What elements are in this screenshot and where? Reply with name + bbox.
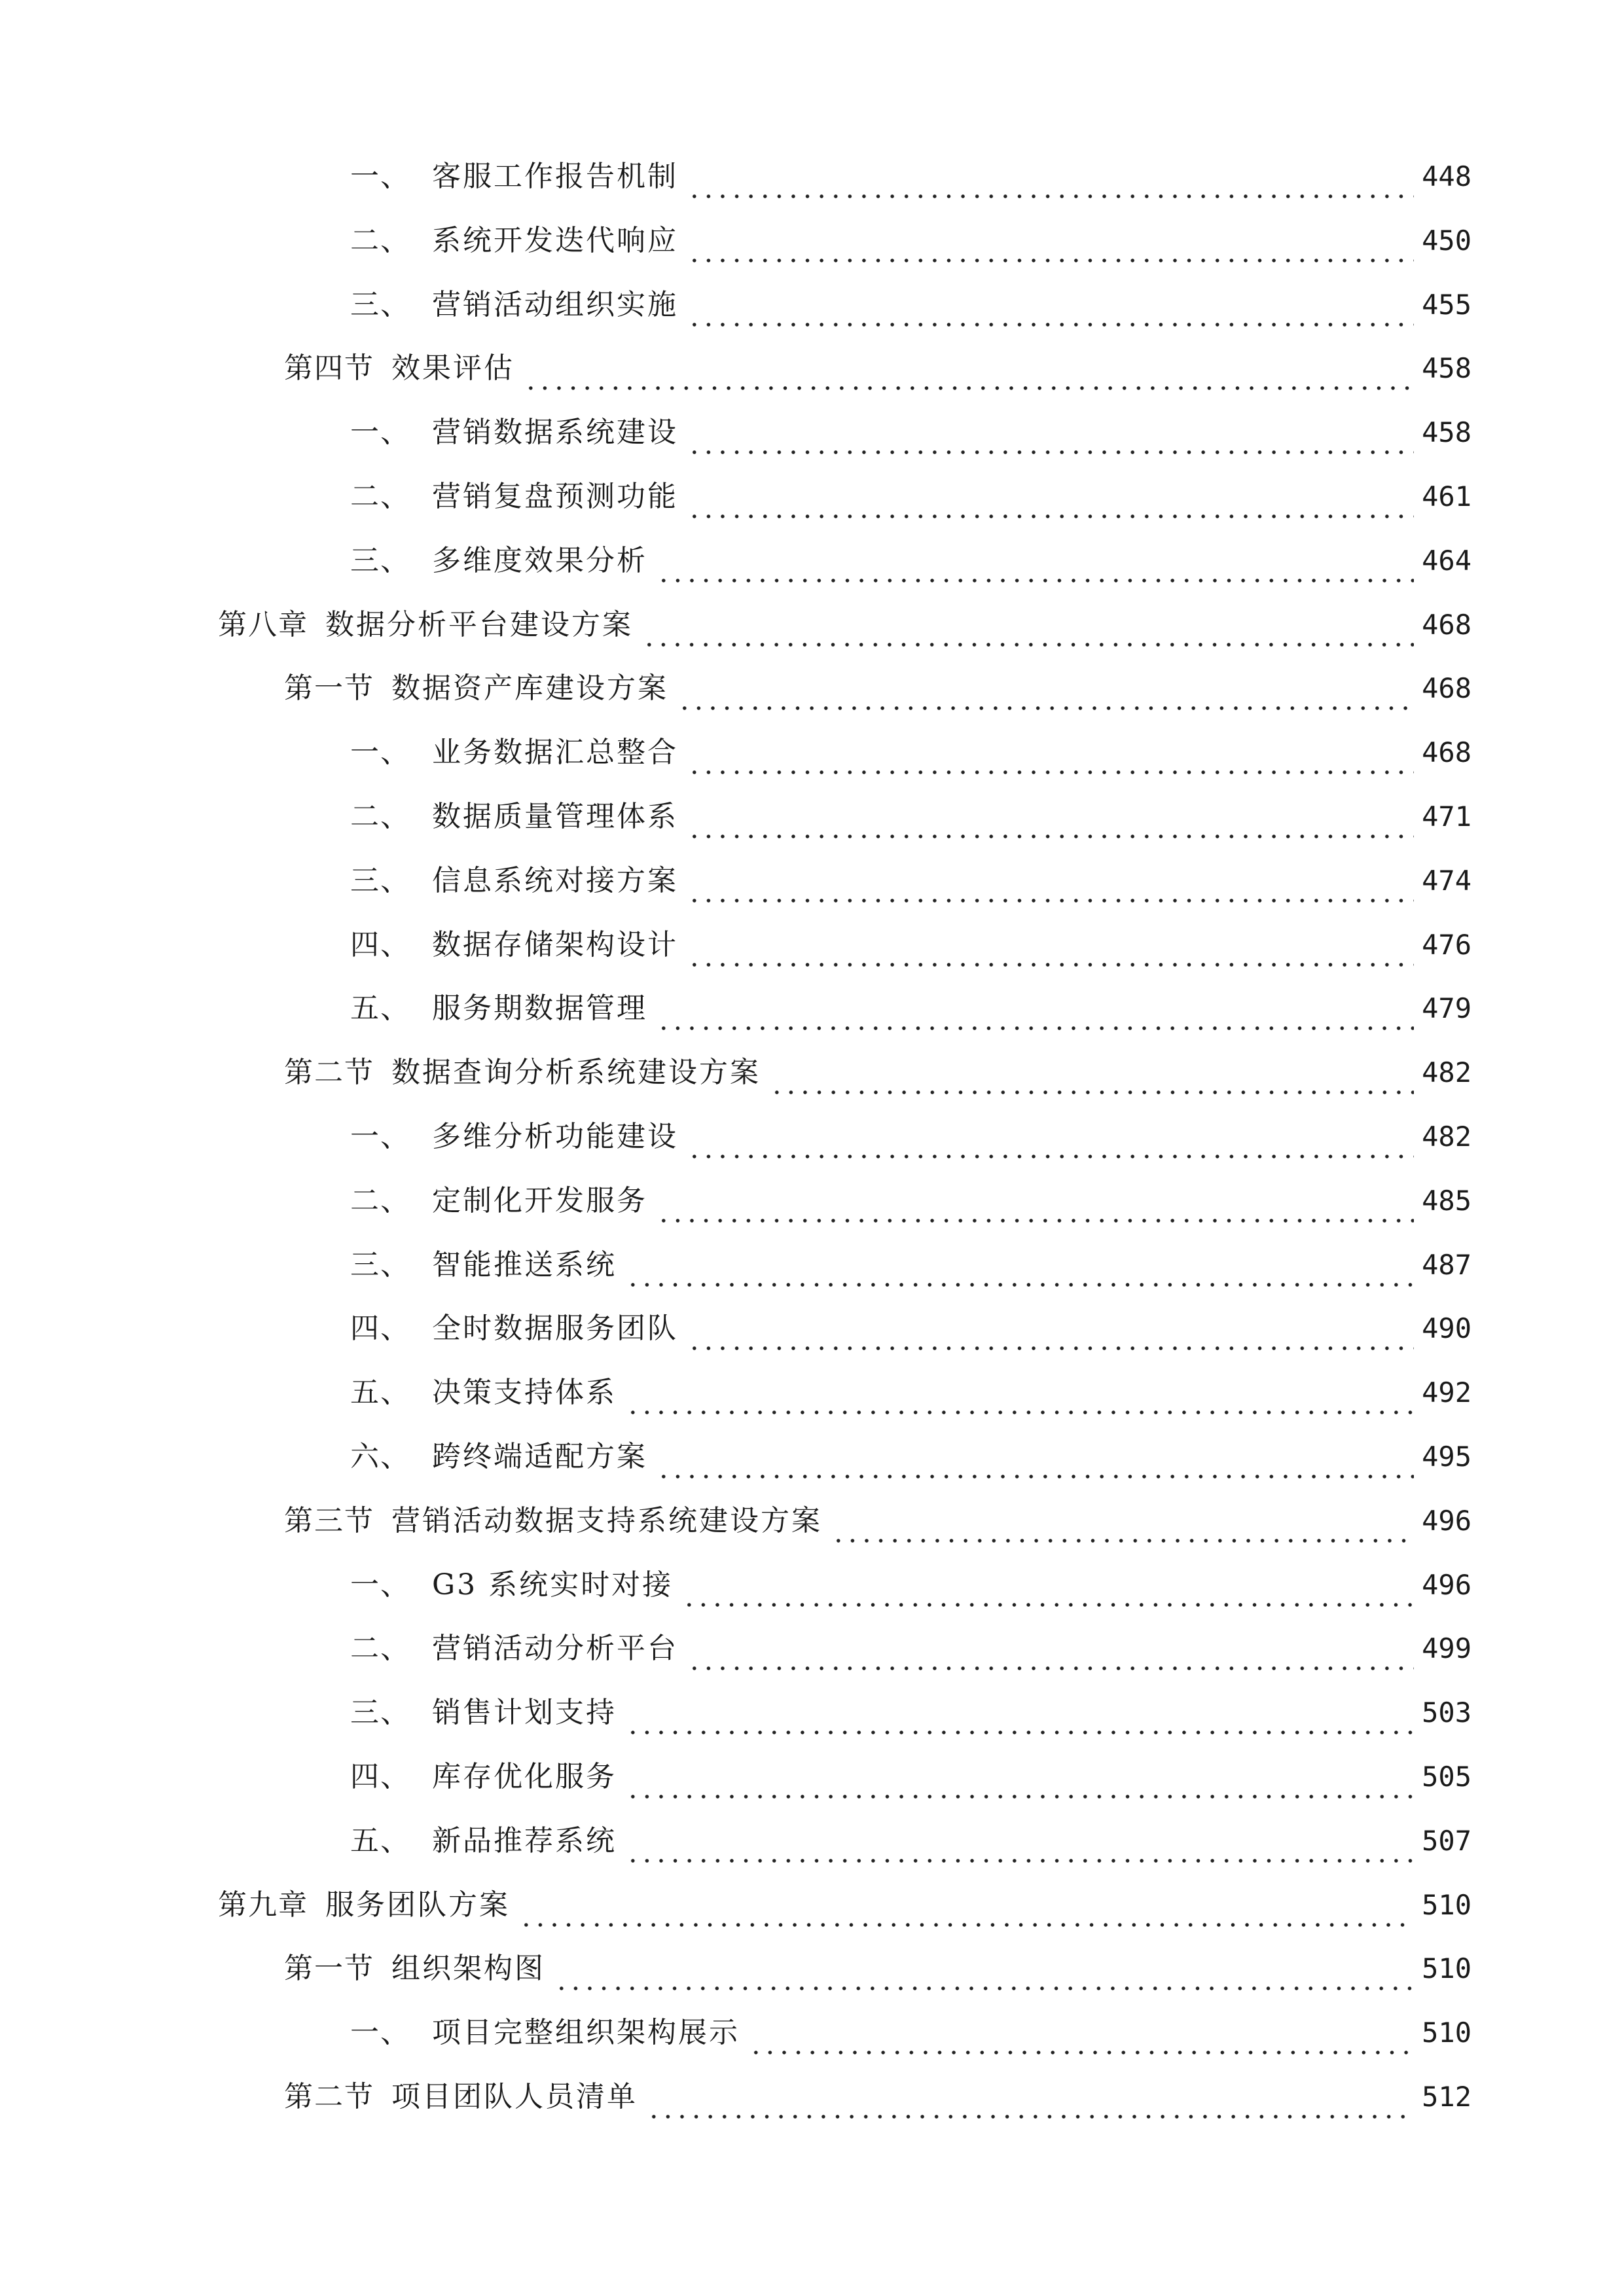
toc-entry-number: 三、 [350, 544, 410, 577]
toc-entry-title: 智能推送系统 [432, 1248, 617, 1282]
toc-page-number: 510 [1422, 1889, 1471, 1921]
toc-entry-title: 定制化开发服务 [432, 1184, 647, 1217]
toc-entry[interactable] [284, 662, 1471, 715]
toc-page-number: 474 [1422, 865, 1471, 897]
toc-entry-title: 营销活动数据支持系统建设方案 [391, 1504, 822, 1537]
toc-entry-number: 三、 [350, 1696, 410, 1729]
toc-page-number: 464 [1422, 545, 1471, 577]
toc-entry[interactable] [350, 535, 1471, 587]
toc-entry[interactable] [350, 1239, 1471, 1291]
toc-entry-title: 数据资产库建设方案 [391, 672, 668, 705]
toc-dot-leader [657, 556, 1414, 584]
toc-entry-number: 一、 [350, 736, 410, 769]
toc-page-number: 479 [1422, 992, 1471, 1024]
toc-dot-leader [519, 1900, 1414, 1929]
toc-dot-leader [677, 683, 1414, 712]
toc-entry-title: 信息系统对接方案 [432, 864, 678, 897]
toc-entry-number: 第三节 [284, 1504, 374, 1537]
toc-page-number: 496 [1422, 1569, 1471, 1601]
toc-entry-number: 三、 [350, 288, 410, 321]
toc-entry-title: 跨终端适配方案 [432, 1440, 647, 1473]
toc-page-number: 507 [1422, 1825, 1471, 1857]
toc-dot-leader [554, 1964, 1414, 1992]
toc-entry-number: 二、 [350, 224, 410, 257]
toc-page-number: 482 [1422, 1056, 1471, 1088]
toc-entry-title: 数据质量管理体系 [432, 800, 678, 833]
toc-entry-title: G3 系统实时对接 [432, 1568, 674, 1602]
toc-entry-title: 营销活动组织实施 [432, 288, 678, 321]
toc-dot-leader [626, 1260, 1414, 1289]
toc-entry-number: 二、 [350, 480, 410, 513]
toc-entry[interactable] [350, 151, 1471, 203]
toc-entry-title: 营销数据系统建设 [432, 416, 678, 449]
toc-dot-leader [626, 1388, 1414, 1416]
toc-entry-title: 数据存储架构设计 [432, 928, 678, 961]
toc-page-number: 487 [1422, 1249, 1471, 1281]
toc-page-number: 448 [1422, 160, 1471, 192]
toc-entry[interactable] [350, 215, 1471, 267]
toc-entry-number: 一、 [350, 1120, 410, 1153]
toc-dot-leader [687, 492, 1414, 520]
toc-dot-leader [626, 1708, 1414, 1736]
toc-entry[interactable] [350, 1623, 1471, 1675]
toc-entry-title: 系统开发迭代响应 [432, 224, 678, 257]
toc-entry[interactable] [284, 2071, 1471, 2123]
toc-entry[interactable] [350, 1111, 1471, 1163]
toc-entry-title: 服务期数据管理 [432, 992, 647, 1025]
toc-entry-number: 六、 [350, 1440, 410, 1473]
toc-entry-title: 效果评估 [391, 351, 514, 385]
toc-dot-leader [687, 940, 1414, 969]
toc-dot-leader [687, 427, 1414, 456]
toc-entry-number: 二、 [350, 800, 410, 833]
toc-entry-number: 四、 [350, 1760, 410, 1793]
toc-dot-leader [682, 1580, 1414, 1609]
toc-entry-title: 库存优化服务 [432, 1760, 617, 1793]
toc-entry-title: 服务团队方案 [325, 1888, 510, 1922]
toc-dot-leader [687, 1132, 1414, 1160]
toc-dot-leader [647, 2092, 1414, 2121]
toc-page-number: 496 [1422, 1505, 1471, 1537]
toc-entry-number: 一、 [350, 2016, 410, 2049]
toc-page-number: 455 [1422, 289, 1471, 321]
toc-page-number: 482 [1422, 1121, 1471, 1153]
toc-entry[interactable] [350, 1815, 1471, 1867]
toc-entry[interactable] [284, 342, 1471, 395]
toc-entry-title: 多维度效果分析 [432, 544, 647, 577]
toc-entry-number: 三、 [350, 1248, 410, 1282]
toc-entry-title: 营销复盘预测功能 [432, 480, 678, 513]
toc-entry-number: 五、 [350, 1376, 410, 1409]
toc-entry[interactable] [350, 1431, 1471, 1483]
toc-entry[interactable] [350, 791, 1471, 843]
toc-page-number: 450 [1422, 224, 1471, 257]
toc-entry[interactable] [284, 1943, 1471, 1995]
toc-dot-leader [687, 1643, 1414, 1672]
toc-entry-number: 一、 [350, 1568, 410, 1602]
toc-entry[interactable] [350, 1559, 1471, 1611]
toc-dot-leader [687, 300, 1414, 329]
toc-entry-number: 四、 [350, 928, 410, 961]
toc-entry[interactable] [350, 1367, 1471, 1419]
toc-page-number: 468 [1422, 609, 1471, 641]
toc-page-number: 468 [1422, 736, 1471, 768]
toc-entry-number: 一、 [350, 160, 410, 193]
toc-entry-number: 二、 [350, 1184, 410, 1217]
toc-entry[interactable] [350, 1175, 1471, 1227]
toc-page-number: 458 [1422, 352, 1471, 384]
toc-entry-number: 二、 [350, 1632, 410, 1665]
toc-entry-title: 客服工作报告机制 [432, 160, 678, 193]
toc-page-number: 503 [1422, 1696, 1471, 1729]
toc-entry[interactable] [350, 471, 1471, 523]
toc-entry[interactable] [218, 1879, 1471, 1931]
toc-page-number: 499 [1422, 1632, 1471, 1664]
toc-entry-number: 五、 [350, 1824, 410, 1857]
toc-dot-leader [687, 812, 1414, 840]
toc-entry-number: 第九章 [218, 1888, 308, 1922]
toc-entry-number: 第四节 [284, 351, 374, 385]
toc-entry-number: 五、 [350, 992, 410, 1025]
toc-entry-title: 新品推荐系统 [432, 1824, 617, 1857]
toc-page-number: 512 [1422, 2081, 1471, 2113]
toc-entry[interactable] [350, 279, 1471, 331]
toc-entry[interactable] [218, 599, 1471, 651]
toc-entry[interactable] [350, 1302, 1471, 1355]
toc-entry-title: 项目完整组织架构展示 [432, 2016, 740, 2049]
toc-entry-number: 三、 [350, 864, 410, 897]
toc-entry[interactable] [350, 406, 1471, 459]
toc-entry-number: 第一节 [284, 672, 374, 705]
toc-entry-title: 营销活动分析平台 [432, 1632, 678, 1665]
toc-dot-leader [687, 236, 1414, 264]
toc-dot-leader [524, 363, 1414, 392]
toc-entry[interactable] [350, 1751, 1471, 1803]
toc-entry-number: 一、 [350, 416, 410, 449]
toc-dot-leader [642, 620, 1414, 649]
toc-dot-leader [657, 1196, 1414, 1225]
toc-entry-title: 全时数据服务团队 [432, 1312, 678, 1345]
toc-page-number: 492 [1422, 1376, 1471, 1408]
toc-page-number: 476 [1422, 929, 1471, 961]
toc-page-number: 461 [1422, 480, 1471, 512]
toc-dot-leader [626, 1836, 1414, 1865]
toc-entry-number: 四、 [350, 1312, 410, 1345]
toc-page-number: 495 [1422, 1441, 1471, 1473]
toc-entry-number: 第二节 [284, 2080, 374, 2113]
toc-entry[interactable] [350, 855, 1471, 907]
toc-dot-leader [626, 1772, 1414, 1801]
toc-page-number: 510 [1422, 1952, 1471, 1984]
toc-entry-title: 项目团队人员清单 [391, 2080, 638, 2113]
toc-dot-leader [687, 876, 1414, 905]
toc-entry-title: 组织架构图 [391, 1952, 545, 1985]
toc-entry[interactable] [350, 919, 1471, 971]
toc-entry[interactable] [284, 1047, 1471, 1099]
toc-entry[interactable] [350, 726, 1471, 779]
toc-page-number: 505 [1422, 1761, 1471, 1793]
toc-page-number: 490 [1422, 1312, 1471, 1344]
toc-page-number: 458 [1422, 416, 1471, 448]
toc-entry-title: 多维分析功能建设 [432, 1120, 678, 1153]
toc-entry-title: 销售计划支持 [432, 1696, 617, 1729]
toc-dot-leader [657, 1003, 1414, 1032]
toc-dot-leader [657, 1452, 1414, 1480]
toc-dot-leader [770, 1067, 1414, 1096]
toc-entry[interactable] [350, 2007, 1471, 2059]
toc-entry-number: 第八章 [218, 608, 308, 641]
toc-entry-number: 第二节 [284, 1056, 374, 1089]
toc-entry-number: 第一节 [284, 1952, 374, 1985]
toc-entry[interactable] [350, 982, 1471, 1035]
toc-entry-title: 业务数据汇总整合 [432, 736, 678, 769]
toc-entry[interactable] [284, 1495, 1471, 1547]
toc-entry-title: 数据分析平台建设方案 [325, 608, 633, 641]
toc-dot-leader [749, 2028, 1414, 2056]
toc-page-number: 510 [1422, 2017, 1471, 2049]
toc-entry[interactable] [350, 1687, 1471, 1739]
toc-dot-leader [687, 171, 1414, 200]
toc-entry-title: 决策支持体系 [432, 1376, 617, 1409]
toc-dot-leader [687, 747, 1414, 776]
toc-page-number: 468 [1422, 672, 1471, 704]
toc-entry-title: 数据查询分析系统建设方案 [391, 1056, 761, 1089]
toc-page-number: 471 [1422, 800, 1471, 833]
toc-page-number: 485 [1422, 1185, 1471, 1217]
toc-dot-leader [831, 1516, 1414, 1545]
toc-dot-leader [687, 1323, 1414, 1352]
